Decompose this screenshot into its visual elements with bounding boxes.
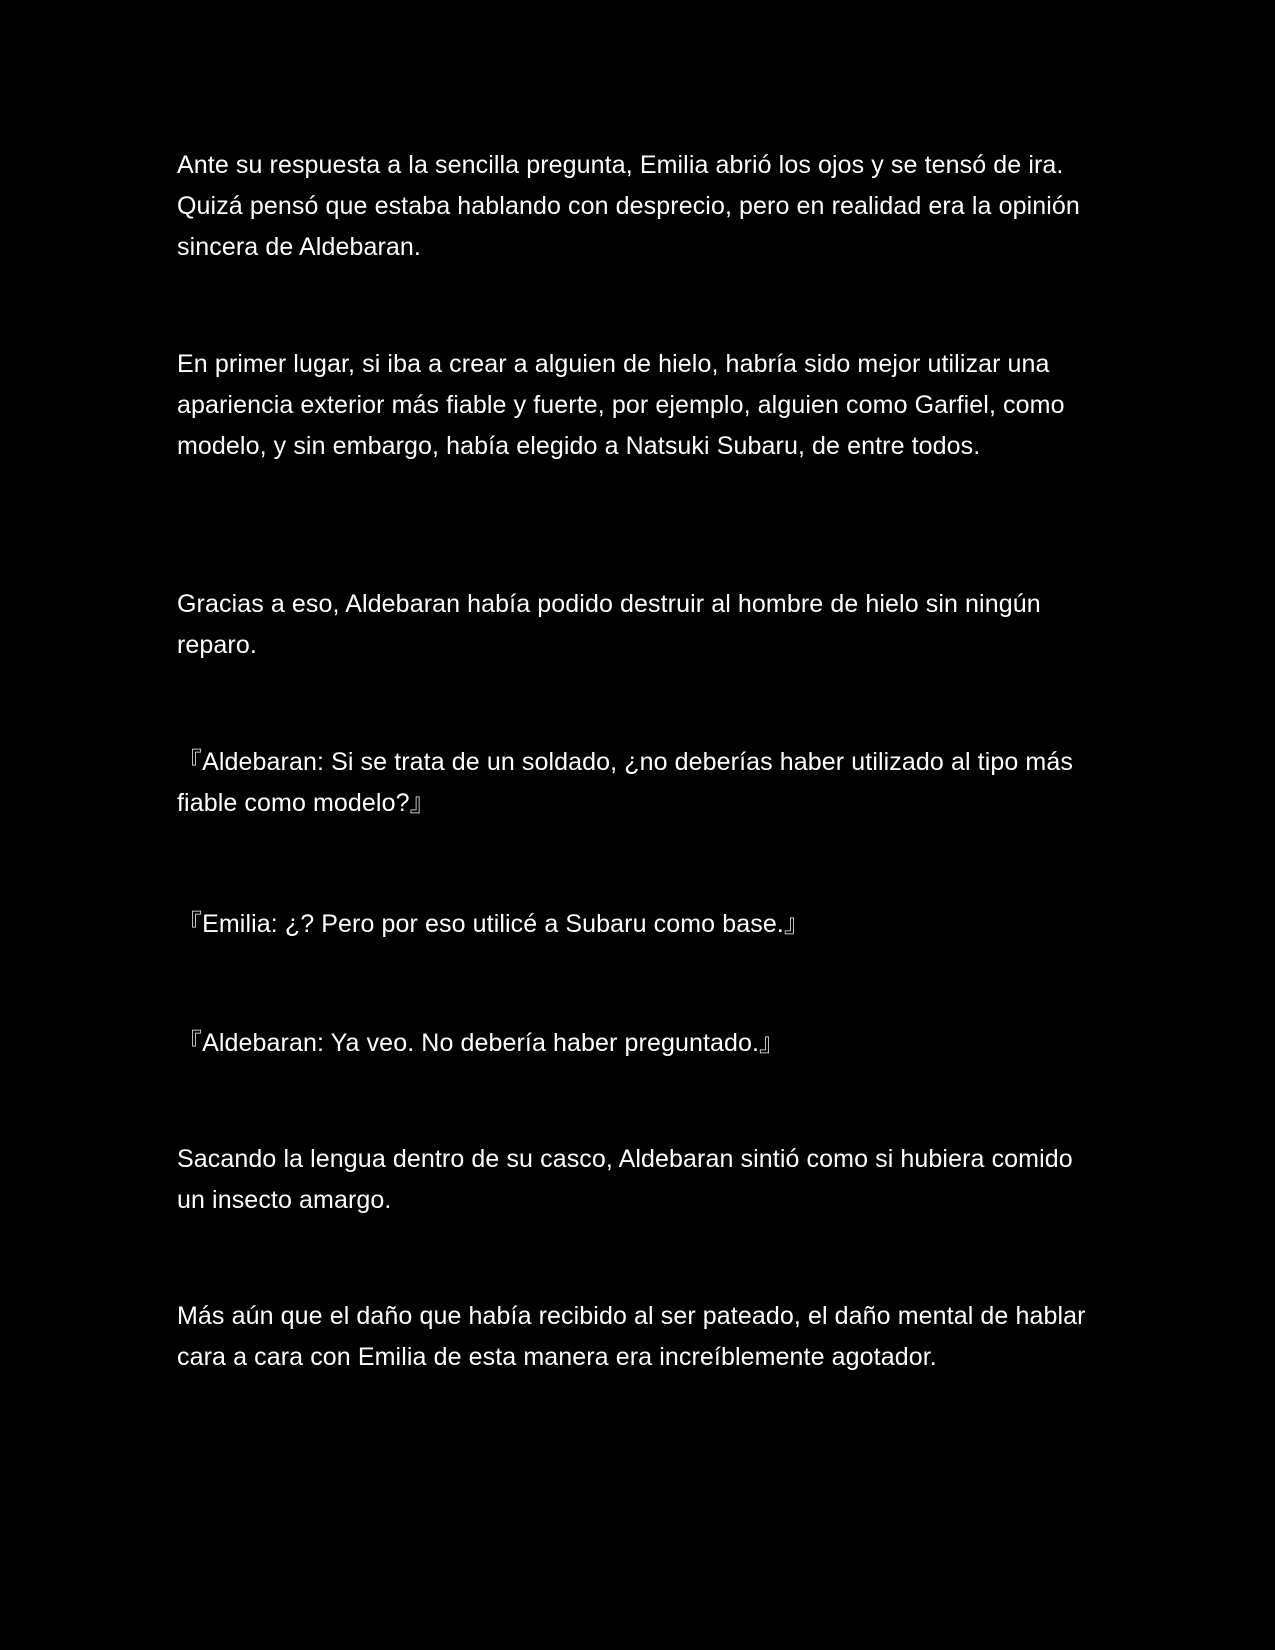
paragraph-narration-5: Más aún que el daño que había recibido al ser pateado, el daño mental de hablar cara a cara con Emilia de esta manera era increíblemente agotador. <box>177 1302 1086 1371</box>
dialogue-emilia: 『Emilia: ¿? Pero por eso utilicé a Subaru como base.』 <box>177 910 809 938</box>
paragraph-narration-1: Ante su respuesta a la sencilla pregunta, Emilia abrió los ojos y se tensó de ira. Quizá pensó que estaba hablando con desprecio, pero en realidad era la opinión sincera de Aldebaran. <box>177 151 1080 261</box>
paragraph-narration-2: En primer lugar, si iba a crear a alguien de hielo, habría sido mejor utilizar una apariencia exterior más fiable y fuerte, por ejemplo, alguien como Garfiel, como modelo, y sin embargo, había elegido a Natsuki Subaru, de entre todos. <box>177 350 1065 460</box>
paragraph-narration-3: Gracias a eso, Aldebaran había podido destruir al hombre de hielo sin ningún reparo. <box>177 590 1041 659</box>
dialogue-aldebaran-1: 『Aldebaran: Si se trata de un soldado, ¿no deberías haber utilizado al tipo más fiable como modelo?』 <box>177 748 1073 817</box>
paragraph-narration-4: Sacando la lengua dentro de su casco, Aldebaran sintió como si hubiera comido un insecto amargo. <box>177 1145 1073 1214</box>
dialogue-aldebaran-2: 『Aldebaran: Ya veo. No debería haber preguntado.』 <box>177 1029 785 1057</box>
